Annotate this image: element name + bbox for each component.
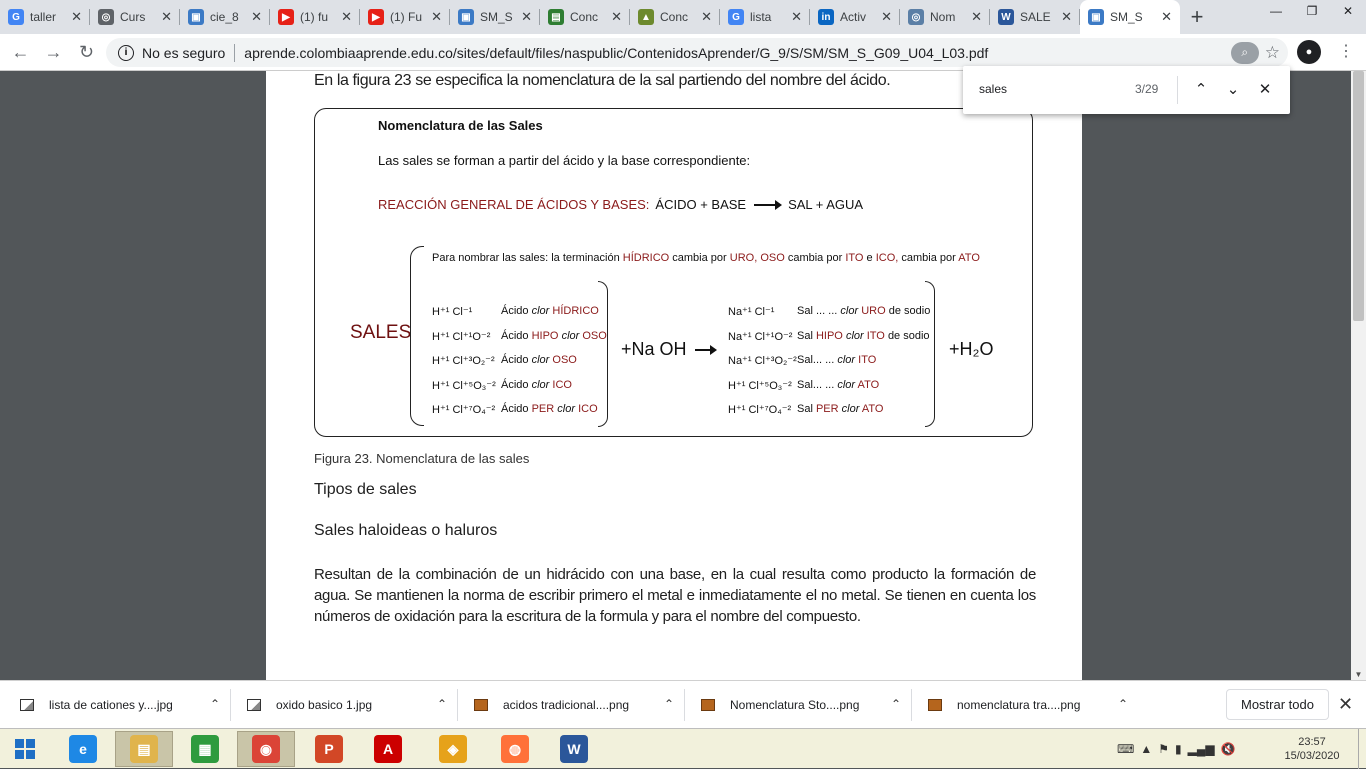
acid-name-name-b: clor — [561, 329, 580, 342]
windows-taskbar — [0, 728, 1366, 768]
salt-name-name-b: clor — [840, 305, 859, 317]
chart-icon: ▲ — [638, 9, 654, 25]
acid-formula: H⁺¹ Cl⁻¹ — [432, 306, 473, 318]
tab-label: taller — [30, 10, 57, 24]
find-input[interactable]: sales — [979, 82, 1008, 96]
acid-name-name-b: clor — [557, 403, 576, 415]
download-separator — [230, 689, 231, 721]
tab-label: (1) fu — [300, 10, 329, 24]
figure-caption: Figura 23. Nomenclatura de las sales — [314, 451, 530, 466]
salt-name-name-a: Sal ... ... — [797, 305, 838, 317]
doc-icon: ▣ — [458, 9, 474, 25]
acid-name-name-a: Ácido — [501, 378, 529, 391]
salt-name-name-c: ITO — [866, 329, 885, 342]
info-icon[interactable]: i — [118, 45, 134, 61]
windows-logo-icon — [14, 738, 36, 760]
salt-name-name-a: Sal — [797, 329, 813, 342]
rule-text: cambia por — [672, 252, 727, 264]
salt-formula: Na⁺¹ Cl⁺¹O⁻² — [728, 330, 793, 343]
rule-ico: ICO, — [875, 252, 899, 264]
taskbar-ie[interactable] — [54, 731, 112, 767]
zoom-lens-icon[interactable]: ⌕ — [1231, 42, 1259, 64]
scroll-thumb[interactable] — [1353, 71, 1364, 321]
tab-close-icon[interactable]: ✕ — [971, 9, 982, 24]
show-desktop-button[interactable] — [1358, 729, 1366, 769]
middle-brace — [598, 281, 608, 427]
find-next-button[interactable]: ⌄ — [1226, 81, 1240, 98]
store-icon: ▦ — [191, 735, 219, 763]
globe-icon: ◎ — [98, 9, 114, 25]
linkedin-icon: in — [818, 9, 834, 25]
taskbar-store[interactable] — [176, 731, 234, 767]
forward-button[interactable]: → — [44, 41, 63, 62]
browser-tab[interactable] — [540, 0, 630, 34]
back-button[interactable]: ← — [11, 41, 30, 62]
find-count: 3/29 — [1135, 82, 1159, 96]
rule-text: cambia por — [901, 252, 956, 264]
browser-tab[interactable] — [900, 0, 990, 34]
salt-name-name-c: URO — [861, 305, 886, 317]
clock-date: 15/03/2020 — [1284, 750, 1340, 762]
salt-name-prefix: HIPO — [815, 329, 843, 342]
salt-formula: Na⁺¹ Cl⁻¹ — [728, 306, 775, 318]
download-filename: oxido basico 1.jpg — [276, 698, 373, 712]
acid-name-name-c: ICO — [578, 403, 598, 415]
download-separator — [684, 689, 685, 721]
acid-name — [501, 330, 607, 342]
pdf-viewer — [0, 71, 1366, 680]
tab-close-icon[interactable]: ✕ — [881, 9, 892, 24]
tab-strip — [0, 0, 1366, 34]
chevron-up-icon[interactable]: ⌃ — [663, 697, 674, 711]
browser-tab[interactable] — [450, 0, 540, 34]
start-button[interactable] — [0, 731, 50, 767]
salt-name — [797, 354, 876, 366]
tab-label: Conc — [570, 10, 599, 24]
rule-text: Para nombrar las sales: la terminación — [432, 252, 620, 264]
reaction-arrow — [754, 204, 780, 206]
file-icon — [247, 699, 261, 711]
browser-tab[interactable] — [90, 0, 180, 34]
rule-text: e — [866, 252, 873, 264]
chevron-up-icon[interactable]: ⌃ — [209, 697, 220, 711]
rule-ato: ATO — [958, 252, 980, 264]
heading-tipos: Tipos de sales — [314, 481, 417, 498]
pdf-page — [266, 71, 1082, 680]
taskbar-acrobat[interactable] — [359, 731, 417, 767]
acid-name — [501, 403, 598, 415]
taskbar-powerpoint[interactable] — [300, 731, 358, 767]
acid-name-name-a: Ácido — [501, 354, 529, 366]
figure-23 — [314, 108, 1033, 437]
download-filename: nomenclatura tra....png — [957, 698, 1081, 712]
profile-avatar[interactable]: ● — [1297, 40, 1321, 64]
tab-label: Nom — [930, 10, 956, 24]
acid-name — [501, 354, 577, 366]
browser-tab[interactable] — [630, 0, 720, 34]
left-brace — [410, 246, 424, 426]
salt-name — [797, 379, 879, 391]
chrome-icon: ◉ — [252, 735, 280, 763]
close-window-button[interactable]: ✕ — [1342, 4, 1354, 18]
salt-name-tail: de sodio — [888, 305, 931, 317]
tab-close-icon[interactable]: ✕ — [161, 9, 172, 24]
acid-name-name-b: clor — [531, 305, 550, 317]
window-controls — [1258, 0, 1366, 24]
salt-name-name-a: Sal... ... — [797, 354, 835, 366]
reaction-right: SAL + AGUA — [788, 197, 864, 212]
tab-label: Conc — [660, 10, 689, 24]
tab-label: cie_8 — [210, 10, 239, 24]
acid-name-name-c: ICO — [552, 378, 572, 391]
file-icon — [474, 699, 488, 711]
sales-label: SALES — [350, 322, 412, 343]
browser-tab[interactable] — [990, 0, 1080, 34]
book-icon: ▤ — [548, 9, 564, 25]
chevron-up-icon[interactable]: ⌃ — [436, 697, 447, 711]
rule-ito: ITO — [845, 252, 864, 264]
salt-name — [797, 305, 930, 317]
tab-close-icon[interactable]: ✕ — [611, 9, 622, 24]
find-close-button[interactable]: ✕ — [1258, 81, 1272, 98]
acrobat-icon: A — [374, 735, 402, 763]
salt-name-name-b: clor — [845, 329, 864, 342]
download-item[interactable] — [20, 681, 220, 729]
acid-name-name-b: clor — [531, 378, 550, 391]
download-item[interactable] — [474, 681, 674, 729]
find-bar — [963, 66, 1290, 114]
rule-text: cambia por — [787, 252, 843, 264]
system-clock[interactable] — [1284, 735, 1340, 763]
reaction-left: ÁCIDO + BASE — [655, 197, 747, 212]
download-item[interactable] — [247, 681, 447, 729]
browser-tab[interactable] — [810, 0, 900, 34]
acid-name-name-a: Ácido — [501, 329, 529, 342]
doc-icon: ▣ — [1088, 9, 1104, 25]
rule-uro: URO, — [729, 252, 758, 264]
flag-icon[interactable]: ⚑ — [1158, 742, 1169, 756]
tab-close-icon[interactable]: ✕ — [341, 9, 352, 24]
file-icon — [701, 699, 715, 711]
figure-subtitle: Las sales se forman a partir del ácido y la base correspondiente: — [378, 153, 751, 168]
taskbar-explorer[interactable] — [115, 731, 173, 767]
salt-name — [797, 330, 930, 342]
find-separator — [1177, 76, 1178, 104]
base-arrow — [695, 349, 715, 351]
url-text[interactable]: aprende.colombiaaprende.edu.co/sites/default/files/naspublic/ContenidosAprender/G_9/S/SM/SM_S_G09_U04_L03.pdf — [244, 44, 989, 61]
doc-icon: ▣ — [188, 9, 204, 25]
system-tray — [1117, 729, 1236, 769]
clock-time: 23:57 — [1298, 736, 1326, 748]
browser-tab[interactable] — [1080, 0, 1180, 34]
acid-name-name-a: Ácido — [501, 403, 529, 415]
downloads-close-button[interactable]: ✕ — [1338, 694, 1354, 714]
acid-name-prefix: HIPO — [531, 329, 559, 342]
salt-name-name-c: ATO — [857, 378, 880, 391]
intro-text: En la figura 23 se especifica la nomenclatura de la sal partiendo del nombre del ácido. — [314, 72, 891, 89]
browser-tab[interactable] — [360, 0, 450, 34]
figure-title: Nomenclatura de las Sales — [378, 118, 543, 133]
salt-name-name-b: clor — [837, 378, 856, 391]
firefox-icon: ◍ — [501, 735, 529, 763]
acid-name-prefix: PER — [531, 403, 555, 415]
youtube-icon: ▶ — [278, 9, 294, 25]
tray-expand-icon[interactable]: ▲ — [1140, 742, 1153, 756]
water-product: +H₂O — [949, 339, 994, 359]
browser-menu-icon[interactable]: ⋮ — [1338, 43, 1354, 60]
salt-name-name-c: ATO — [861, 403, 884, 415]
omnibox-actions — [1231, 38, 1288, 67]
naming-rule — [432, 252, 980, 264]
taskbar-chrome[interactable] — [237, 731, 295, 767]
tab-label: Curs — [120, 10, 146, 24]
acid-name-name-c: OSO — [582, 329, 607, 342]
acid-formula: H⁺¹ Cl⁺⁷O₄⁻² — [432, 404, 496, 416]
acid-name-name-b: clor — [531, 354, 550, 366]
restore-button[interactable]: ❐ — [1306, 4, 1318, 18]
acid-name-name-c: OSO — [552, 354, 577, 366]
browser-tab[interactable] — [0, 0, 90, 34]
salt-name-prefix: PER — [815, 403, 839, 415]
salt-name — [797, 403, 883, 415]
tab-close-icon[interactable]: ✕ — [251, 9, 262, 24]
file-icon — [20, 699, 34, 711]
salt-name-name-a: Sal — [797, 403, 813, 415]
browser-tab[interactable] — [180, 0, 270, 34]
acid-formula: H⁺¹ Cl⁺³O₂⁻² — [432, 355, 495, 367]
tab-close-icon[interactable]: ✕ — [791, 9, 802, 24]
download-filename: acidos tradicional....png — [503, 698, 630, 712]
salt-name-tail: de sodio — [887, 329, 930, 342]
taskbar-word[interactable] — [545, 731, 603, 767]
tab-label: Activ — [840, 10, 867, 24]
download-separator — [911, 689, 912, 721]
security-label[interactable]: No es seguro — [142, 44, 226, 61]
download-filename: lista de cationes y....jpg — [49, 698, 173, 712]
salt-name-name-a: Sal... ... — [797, 378, 835, 391]
address-separator — [234, 44, 235, 62]
base-naoh — [621, 339, 715, 360]
bookmark-star-icon[interactable]: ☆ — [1264, 42, 1280, 62]
new-tab-button[interactable]: + — [1190, 4, 1204, 29]
rule-hidrico: HÍDRICO — [622, 252, 670, 264]
salt-formula: H⁺¹ Cl⁺⁷O₄⁻² — [728, 404, 792, 416]
keyboard-icon[interactable]: ⌨ — [1117, 742, 1135, 756]
general-reaction — [378, 197, 863, 212]
salt-name-name-c: ITO — [858, 354, 877, 366]
tab-label: lista — [750, 10, 772, 24]
tab-close-icon[interactable]: ✕ — [521, 9, 532, 24]
scroll-down-icon[interactable]: ▼ — [1354, 669, 1363, 679]
file-icon — [928, 699, 942, 711]
address-bar[interactable] — [106, 38, 1288, 67]
show-all-button[interactable]: Mostrar todo — [1226, 689, 1329, 720]
powerpoint-icon: P — [315, 735, 343, 763]
download-filename: Nomenclatura Sto....png — [730, 698, 860, 712]
reaction-label: REACCIÓN GENERAL DE ÁCIDOS Y BASES: — [378, 197, 650, 212]
salt-name-name-b: clor — [841, 403, 860, 415]
tab-label: SALE — [1020, 10, 1051, 24]
downloads-bar — [0, 680, 1366, 728]
chevron-up-icon[interactable]: ⌃ — [1117, 697, 1128, 711]
acid-formula: H⁺¹ Cl⁺¹O⁻² — [432, 330, 491, 343]
acid-name-name-c: HÍDRICO — [552, 305, 599, 317]
battery-icon[interactable]: ▮ — [1174, 742, 1182, 756]
google-icon: G — [8, 9, 24, 25]
taskbar-security[interactable] — [424, 731, 482, 767]
tab-label: SM_S — [1110, 10, 1143, 24]
heading-haloideas: Sales haloideas o haluros — [314, 522, 498, 539]
youtube-icon: ▶ — [368, 9, 384, 25]
taskbar-firefox[interactable] — [486, 731, 544, 767]
body-paragraph: Resultan de la combinación de un hidrácido con una base, en la cual resulta como producto la formación de agua. Se mantienen la norma de escribir primero el metal e inmediatamente el no metal. Se tienen en cuenta los números de oxidación para la escritura de la formula y para el nombre del compuesto. — [314, 566, 1036, 625]
rule-oso: OSO — [760, 252, 785, 264]
network-icon[interactable]: ▂▄▆ — [1187, 742, 1215, 756]
reload-button[interactable]: ↻ — [78, 41, 95, 62]
google-icon: G — [728, 9, 744, 25]
tab-close-icon[interactable]: ✕ — [71, 9, 82, 24]
ie-icon: e — [69, 735, 97, 763]
tab-label: (1) Fu — [390, 10, 423, 24]
acid-name — [501, 379, 572, 391]
browser-tab[interactable] — [270, 0, 360, 34]
base-text: +Na OH — [621, 339, 687, 359]
word-icon: W — [560, 735, 588, 763]
tab-close-icon[interactable]: ✕ — [701, 9, 712, 24]
word-icon: W — [998, 9, 1014, 25]
tab-label: SM_S — [480, 10, 513, 24]
globe-icon: ◎ — [908, 9, 924, 25]
acid-formula: H⁺¹ Cl⁺⁵O₃⁻² — [432, 379, 496, 392]
chevron-up-icon[interactable]: ⌃ — [890, 697, 901, 711]
right-brace — [925, 281, 935, 427]
salt-formula: Na⁺¹ Cl⁺³O₂⁻² — [728, 355, 797, 367]
download-separator — [457, 689, 458, 721]
salt-name-name-b: clor — [837, 354, 856, 366]
tab-close-icon[interactable]: ✕ — [1161, 9, 1172, 24]
explorer-icon: ▤ — [130, 735, 158, 763]
browser-tab[interactable] — [720, 0, 810, 34]
download-item[interactable] — [928, 681, 1128, 729]
security-icon: ◈ — [439, 735, 467, 763]
download-item[interactable] — [701, 681, 901, 729]
pdf-scrollbar[interactable] — [1351, 71, 1366, 680]
find-previous-button[interactable]: ⌃ — [1194, 81, 1208, 98]
tab-close-icon[interactable]: ✕ — [431, 9, 442, 24]
tab-close-icon[interactable]: ✕ — [1061, 9, 1072, 24]
acid-name — [501, 305, 599, 317]
acid-name-name-a: Ácido — [501, 305, 529, 317]
salt-formula: H⁺¹ Cl⁺⁵O₃⁻² — [728, 379, 792, 392]
minimize-button[interactable]: — — [1270, 4, 1282, 18]
volume-icon[interactable]: 🔇 — [1220, 742, 1236, 756]
